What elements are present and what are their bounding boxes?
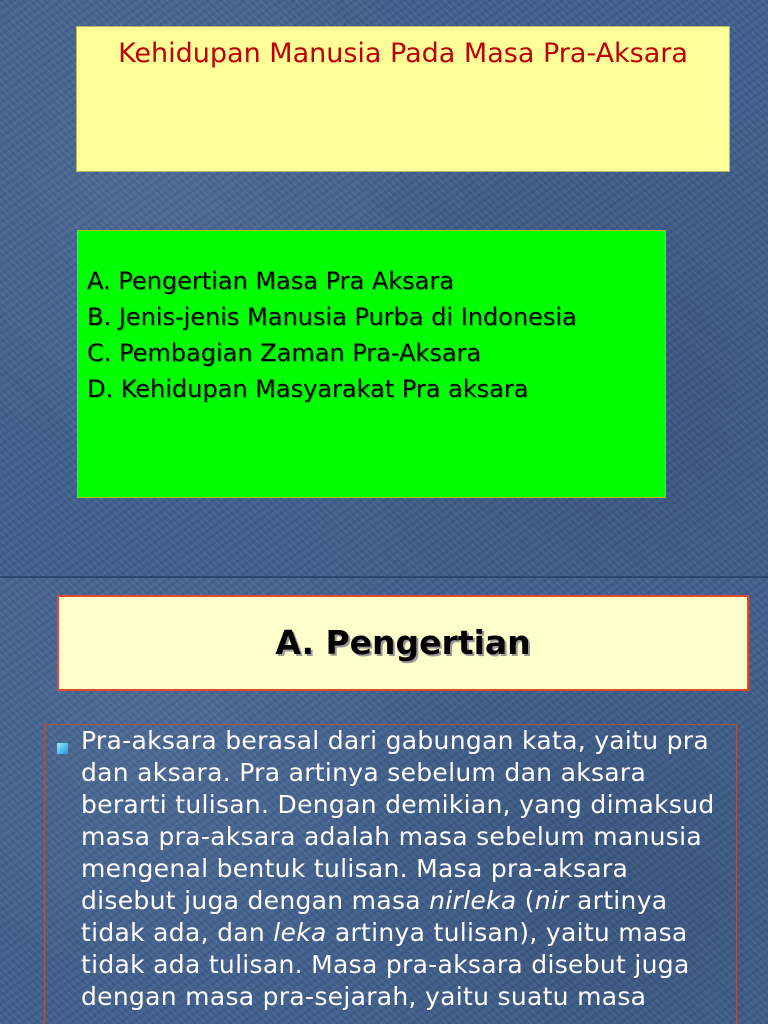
toc-item-a: A. Pengertian Masa Pra Aksara <box>87 267 454 295</box>
para-term-nirleka: nirleka <box>429 886 517 915</box>
para-term-nir: nir <box>534 886 569 915</box>
para-term-leka: leka <box>273 918 327 947</box>
toc-box <box>77 230 666 498</box>
toc-item-b: B. Jenis-jenis Manusia Purba di Indonesia <box>87 303 577 331</box>
para-text-2: ( <box>516 886 535 915</box>
para-text-1: Pra-aksara berasal dari gabungan kata, yaitu pra dan aksara. Pra artinya sebelum dan aksara berarti tulisan. Dengan demikian, yang dimaksud masa pra-aksara adalah masa sebelum manusia mengenal bentuk tulisan. Masa pra-aksara disebut juga dengan masa <box>81 726 715 915</box>
heading-box <box>57 595 749 691</box>
definition-paragraph <box>81 725 731 1013</box>
toc-item-c: C. Pembagian Zaman Pra-Aksara <box>87 339 482 367</box>
slide-2 <box>0 578 768 1024</box>
para-text-4: artinya tulisan), yaitu masa tidak ada tulisan. Masa pra-aksara disebut juga dengan masa pra-sejarah, yaitu suatu masa <box>81 918 690 1011</box>
slide-title: Kehidupan Manusia Pada Masa Pra-Aksara <box>118 38 688 69</box>
content-box <box>44 724 737 1024</box>
title-box <box>76 26 730 172</box>
bullet-square-icon <box>57 743 68 754</box>
para-text-3: artinya tidak ada, dan <box>81 886 668 947</box>
toc-list <box>78 231 665 407</box>
toc-item-d: D. Kehidupan Masyarakat Pra aksara <box>87 375 529 403</box>
section-heading: A. Pengertian <box>275 623 531 662</box>
